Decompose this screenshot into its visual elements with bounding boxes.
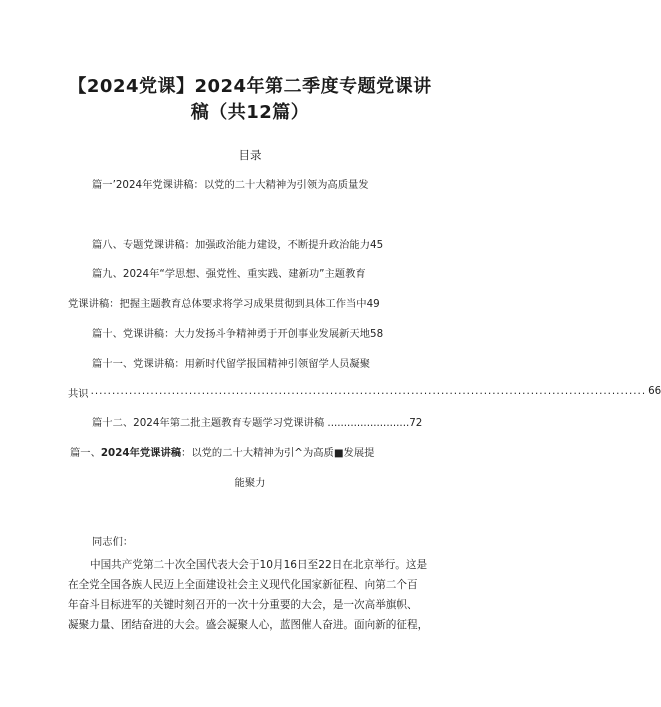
document-title-line-2: 稿（共12篇） bbox=[190, 102, 310, 123]
toc-entry-11-line-2[interactable] bbox=[68, 385, 661, 400]
section-heading-line-1 bbox=[70, 444, 374, 459]
paragraph-line: 在全党全国各族人民迈上全面建设社会主义现代化国家新征程、向第二个百 bbox=[68, 579, 418, 591]
toc-entry-1[interactable]: 篇一’2024年党课讲稿：以党的二十大精神为引领为高质量发 bbox=[92, 179, 369, 191]
paragraph-line: 凝聚力量、团结奋进的大会。盛会凝聚人心，蓝图催人奋进。面向新的征程， bbox=[68, 619, 429, 631]
toc-entry-11-line-1[interactable]: 篇十一、党课讲稿：用新时代留学报国精神引领留学人员凝聚 bbox=[92, 358, 371, 370]
section-heading-line-2: 能聚力 bbox=[234, 477, 266, 489]
toc-entry-10[interactable]: 篇十、党课讲稿：大力发扬斗争精神勇于开创事业发展新天地58 bbox=[92, 328, 384, 340]
paragraph-line: 年奋斗目标进军的关键时刻召开的一次十分重要的大会，是一次高举旗帜、 bbox=[68, 599, 418, 611]
toc-entry-8[interactable]: 篇八、专题党课讲稿：加强政治能力建设，不断提升政治能力45 bbox=[92, 239, 384, 251]
toc-heading: 目录 bbox=[238, 148, 262, 162]
section-heading-prefix: 篇一、 bbox=[70, 447, 101, 459]
paragraph-line: 中国共产党第二十次全国代表大会于10月16日至22日在北京举行。这是 bbox=[90, 559, 428, 571]
toc-entry-11-page: 66 bbox=[648, 385, 661, 397]
greeting: 同志们： bbox=[92, 536, 134, 548]
toc-entry-11-text: 共识 bbox=[68, 388, 89, 400]
toc-entry-9-line-2[interactable]: 党课讲稿：把握主题教育总体要求将学习成果贯彻到具体工作当中49 bbox=[68, 298, 380, 310]
section-heading-rest: ：以党的二十大精神为引^为高质■发展提 bbox=[181, 447, 375, 459]
document-title-line-1: 【2024党课】2024年第二季度专题党课讲 bbox=[68, 76, 432, 97]
toc-entry-9-line-1[interactable]: 篇九、2024年“学思想、强党性、重实践、建新功”主题教育 bbox=[92, 268, 366, 280]
toc-leader-dots: .................................................................................................................................. bbox=[90, 385, 647, 397]
body-paragraph bbox=[68, 555, 448, 635]
toc-entry-12[interactable]: 篇十二、2024年第二批主题教育专题学习党课讲稿 .........................72 bbox=[92, 417, 423, 429]
section-heading-bold: 2024年党课讲稿 bbox=[100, 447, 182, 459]
